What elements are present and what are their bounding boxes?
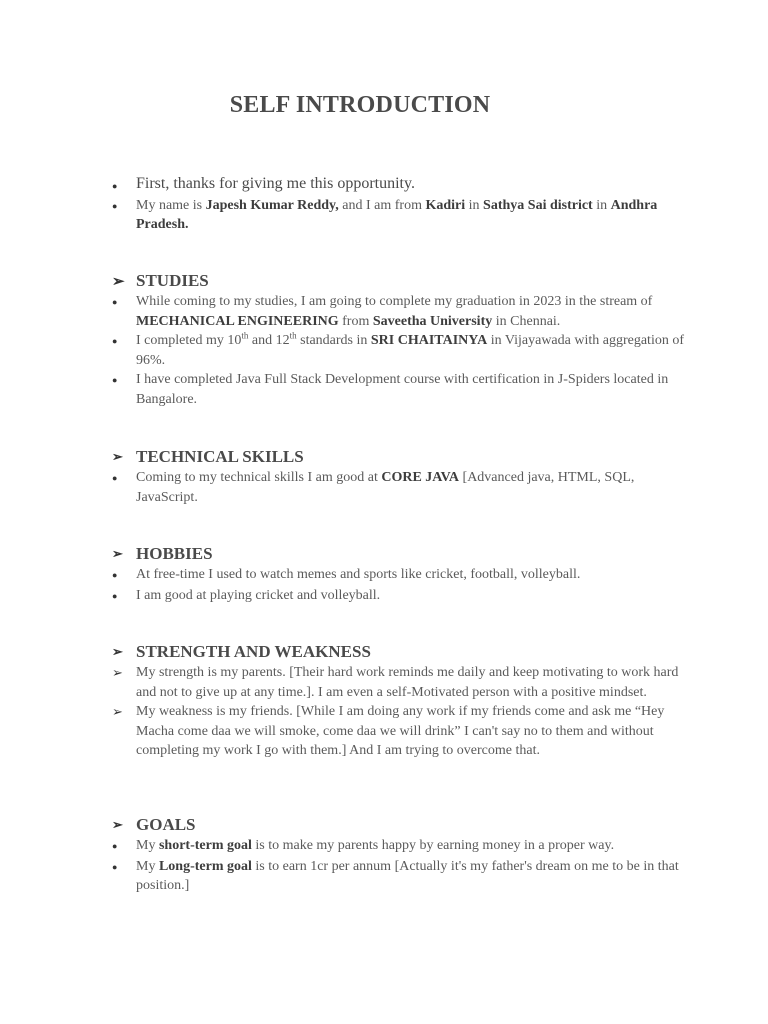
intro-section [112, 174, 692, 235]
text: and 12 [248, 333, 290, 348]
text: in [592, 197, 611, 213]
text: My [136, 838, 159, 853]
list-item [112, 331, 692, 370]
list-item [112, 196, 692, 235]
university-bold: Saveetha University [372, 313, 493, 329]
list-item [112, 702, 692, 761]
section-heading [112, 446, 692, 468]
goal-bold: short-term goal [158, 838, 252, 853]
heading-text: STUDIES [136, 271, 209, 290]
state-bold: Andhra Pradesh. [136, 197, 658, 232]
arrow-icon: ➢ [112, 449, 123, 464]
heading-text: TECHNICAL SKILLS [136, 447, 304, 466]
school-bold: SRI CHAITAINYA [370, 333, 488, 348]
list-item [112, 565, 692, 585]
stream-bold: MECHANICAL ENGINEERING [136, 313, 339, 329]
text: is to make my parents happy by earning money in a proper way. [251, 838, 615, 853]
bullet-icon: ● [112, 375, 118, 385]
bullet-icon: ● [112, 570, 118, 580]
town-bold: Kadiri [425, 197, 466, 213]
bullet-icon: ● [112, 473, 118, 483]
name-bold: Japesh Kumar Reddy, [205, 197, 339, 213]
heading-text: HOBBIES [136, 544, 213, 563]
section-heading [112, 270, 692, 292]
heading-text: STRENGTH AND WEAKNESS [136, 642, 371, 661]
text: At free-time I used to watch memes and sports like cricket, football, volleyball. [136, 567, 581, 582]
text: My [136, 858, 159, 874]
list-item [112, 836, 692, 856]
text: While coming to my studies, I am going to complete my graduation in 2023 in the stream of [136, 294, 653, 309]
text: and I am from [338, 197, 426, 213]
intro-thanks-text: First, thanks for giving me this opportunity. [136, 175, 415, 192]
text: in Vijayawada with aggregation of 96%. [136, 333, 684, 368]
page-title: SELF INTRODUCTION [229, 92, 491, 118]
bullet-icon: ● [112, 841, 118, 851]
hobbies-section [112, 543, 692, 605]
list-item [112, 663, 692, 702]
list-item [112, 370, 692, 409]
technical-skills-section [112, 446, 692, 507]
bullet-icon: ● [112, 590, 118, 601]
arrow-icon: ➢ [112, 817, 123, 832]
list-item [112, 586, 692, 606]
skill-bold: CORE JAVA [381, 470, 460, 485]
district-bold: Sathya Sai district [483, 197, 593, 213]
text: I have completed Java Full Stack Development course with certification in J-Spiders located in Bangalore. [136, 372, 669, 407]
text: My weakness is my friends. [While I am doing any work if my friends come and ask me “Hey Macha come daa we will smoke, come daa we will drink” I can't say no to them and without completing my work I go with them.] And I am trying to overcome that. [136, 704, 665, 758]
bullet-icon: ● [112, 181, 118, 191]
bullet-icon: ● [112, 297, 118, 307]
bullet-icon: ● [112, 861, 118, 872]
bullet-icon: ● [112, 336, 118, 346]
text: in Chennai. [492, 313, 561, 329]
goals-section [112, 814, 692, 896]
section-heading [112, 543, 692, 565]
text: My strength is my parents. [Their hard work reminds me daily and keep motivating to work hard and not to give up at any time.]. I am even a self-Motivated person with a positive mindset. [136, 665, 679, 700]
heading-text: GOALS [136, 815, 196, 834]
text: standards in [296, 333, 371, 348]
arrow-icon: ➢ [112, 704, 123, 719]
text: I am good at playing cricket and volleyball. [136, 587, 381, 603]
section-heading [112, 814, 692, 836]
arrow-icon: ➢ [112, 546, 123, 561]
list-item [112, 292, 692, 331]
superscript: th [241, 330, 249, 341]
goal-bold: Long-term goal [158, 858, 252, 874]
text: [Advanced java, HTML, SQL, JavaScript. [136, 470, 635, 505]
studies-section [112, 270, 692, 409]
arrow-icon: ➢ [112, 644, 123, 659]
list-item [112, 857, 692, 896]
section-heading [112, 641, 692, 663]
strength-weakness-section [112, 641, 692, 761]
text: is to earn 1cr per annum [Actually it's my father's dream on me to be in that position.] [136, 858, 679, 893]
text: I completed my 10 [136, 333, 242, 348]
text: in [465, 197, 484, 213]
text: Coming to my technical skills I am good at [136, 470, 382, 485]
list-item [112, 174, 692, 194]
text: from [338, 313, 373, 329]
text: My name is [136, 197, 206, 213]
arrow-icon: ➢ [112, 273, 125, 290]
bullet-icon: ● [112, 200, 118, 211]
list-item [112, 468, 692, 507]
superscript: th [289, 330, 297, 341]
arrow-icon: ➢ [112, 665, 123, 680]
